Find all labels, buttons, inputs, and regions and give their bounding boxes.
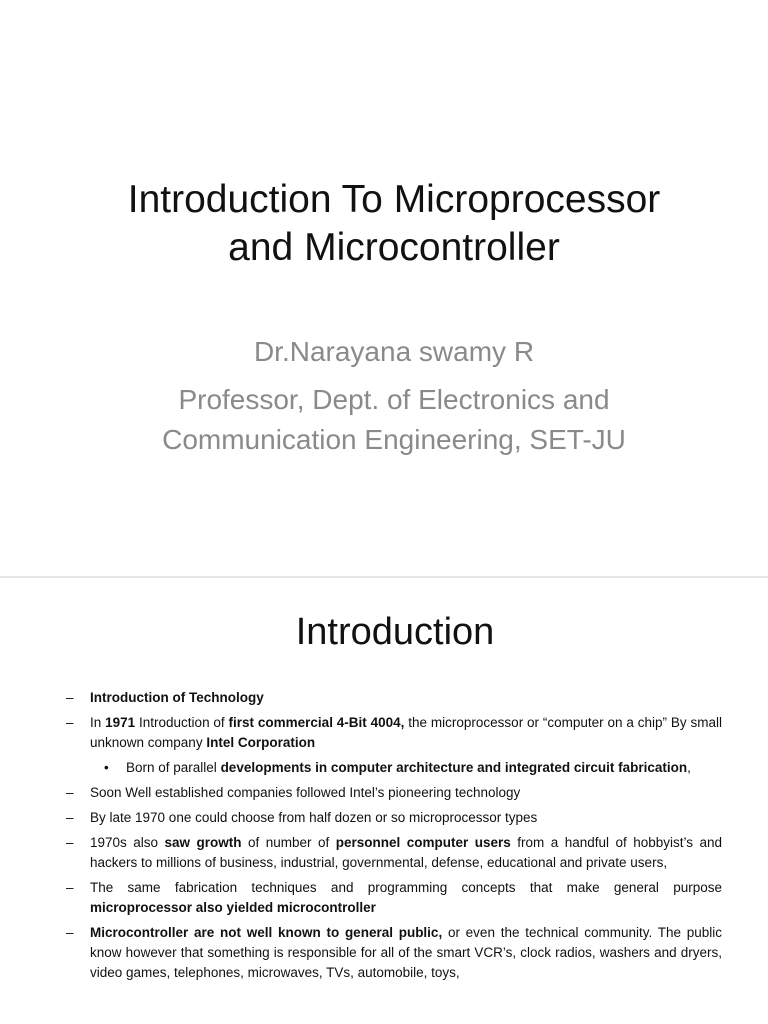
text: , (687, 760, 691, 775)
text: 1970s also (90, 835, 165, 850)
text: By late 1970 one could choose from half dozen or so microprocessor types (90, 810, 538, 825)
text: the microprocessor or “computer on a chip” By small unknown company (90, 715, 722, 750)
dash-marker: – (66, 690, 74, 705)
bold-text: Introduction of Technology (90, 690, 264, 705)
dash-marker: – (66, 835, 74, 850)
content-slide (0, 578, 768, 1024)
bold-text: 1971 (105, 715, 136, 730)
bullet-marker: • (104, 760, 109, 775)
dash-marker: – (66, 715, 74, 730)
text: Introduction of (135, 715, 229, 730)
bold-text: Microcontroller are not well known to general public, (90, 925, 443, 940)
affiliation-line-1: Professor, Dept. of Electronics and (178, 384, 610, 415)
affiliation-line-2: Communication Engineering, SET-JU (162, 424, 626, 455)
list-item (64, 833, 722, 873)
list-item (64, 808, 722, 828)
dash-marker: – (66, 925, 74, 940)
text: The same fabrication techniques and programming concepts that make general purpose (90, 880, 722, 895)
title-line-2: and Microcontroller (228, 226, 560, 269)
list-item (64, 758, 722, 778)
bold-text: saw growth (164, 835, 242, 850)
list-item (64, 688, 722, 708)
bold-text: developments in computer architecture and integrated circuit fabrication (220, 760, 688, 775)
text: of number of (241, 835, 336, 850)
slide-title: Introduction (295, 611, 495, 653)
presentation-title (60, 176, 728, 272)
text: Soon Well established companies followed Intel’s pioneering technology (90, 785, 521, 800)
text: Born of parallel (126, 760, 221, 775)
author-affiliation (90, 380, 698, 460)
bold-text: first commercial 4-Bit 4004, (228, 715, 405, 730)
author-name: Dr.Narayana swamy R (253, 336, 535, 367)
title-line-1: Introduction To Microprocessor (127, 178, 661, 221)
list-item (64, 713, 722, 753)
dash-marker: – (66, 785, 74, 800)
list-item (64, 878, 722, 918)
presentation-subtitle (90, 332, 698, 468)
list-item (64, 783, 722, 803)
list-item (64, 923, 722, 983)
bullet-list (64, 688, 722, 988)
text: from a handful of hobbyist’s and hackers to millions of business, industrial, governmental, defense, educational and private users, (90, 835, 722, 870)
text: In (90, 715, 106, 730)
dash-marker: – (66, 810, 74, 825)
text: or even the technical community. The public know however that something is responsible for all of the smart VCR’s, clock radios, washers and dryers, video games, telephones, microwaves, TVs, automobile, toys, (90, 925, 722, 980)
bold-text: personnel computer users (335, 835, 511, 850)
bold-text: Intel Corporation (206, 735, 316, 750)
dash-marker: – (66, 880, 74, 895)
bold-text: microprocessor also yielded microcontroller (90, 900, 376, 915)
